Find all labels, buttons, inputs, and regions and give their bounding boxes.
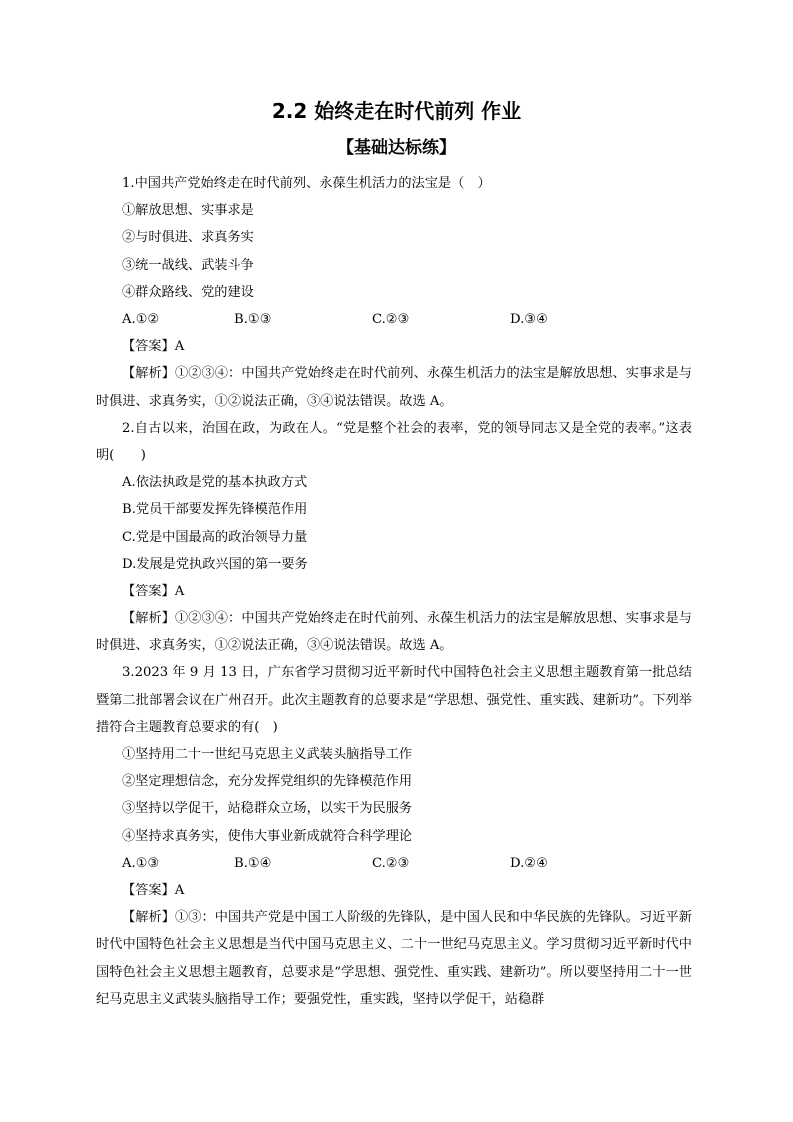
document-body (96, 170, 692, 1013)
question-3-item-4: ④坚持求真务实，使伟大事业新成就符合科学理论 (122, 828, 413, 844)
question-3-option-a: A.①③ (122, 855, 160, 871)
question-3-options (96, 850, 692, 877)
question-1-option-d: D.③④ (510, 311, 548, 327)
question-1-item-4: ④群众路线、党的建设 (122, 284, 254, 300)
document-title: 2.2 始终走在时代前列 作业 (271, 99, 522, 123)
question-2-option-b: B.党员干部要发挥先锋模范作用 (122, 502, 308, 518)
question-1-options (96, 306, 692, 333)
question-1-option-c: C.②③ (372, 311, 410, 327)
question-3-option-b: B.①④ (234, 855, 272, 871)
question-3-item-1: ①坚持用二十一世纪马克思主义武装头脑指导工作 (122, 747, 413, 763)
question-1-item-2: ②与时俱进、求真务实 (122, 230, 254, 246)
question-1-analysis: 【解析】①②③④：中国共产党始终走在时代前列、永葆生机活力的法宝是解放思想、实事求是与时俱进、求真务实，①②说法正确，③④说法错误。故选 A。 (96, 366, 692, 409)
question-1-option-b: B.①③ (234, 311, 272, 327)
question-1-item-3: ③统一战线、武装斗争 (122, 257, 254, 273)
question-1-stem: 1.中国共产党始终走在时代前列、永葆生机活力的法宝是（ ） (122, 176, 491, 191)
question-3-option-d: D.②④ (510, 855, 548, 871)
question-2-option-c: C.党是中国最高的政治领导力量 (122, 529, 308, 545)
question-3-item-2: ②坚定理想信念，充分发挥党组织的先锋模范作用 (122, 774, 413, 790)
question-2-analysis: 【解析】①②③④：中国共产党始终走在时代前列、永葆生机活力的法宝是解放思想、实事求是与时俱进、求真务实，①②说法正确，③④说法错误。故选 A。 (96, 611, 692, 654)
question-2-answer: 【答案】A (122, 583, 185, 599)
section-heading: 【基础达标练】 (337, 138, 456, 158)
question-2-option-d: D.发展是党执政兴国的第一要务 (122, 556, 308, 572)
question-3-answer: 【答案】A (122, 883, 185, 899)
question-2-stem: 2.自古以来，治国在政，为政在人。“党是整个社会的表率，党的领导同志又是全党的表率。”这表明( ) (96, 420, 692, 463)
question-2-option-a: A.依法执政是党的基本执政方式 (122, 475, 308, 491)
question-1-option-a: A.①② (122, 311, 160, 327)
question-3-analysis: 【解析】①③：中国共产党是中国工人阶级的先锋队，是中国人民和中华民族的先锋队。习近平新时代中国特色社会主义思想是当代中国马克思主义、二十一世纪马克思主义。学习贯彻习近平新时代中国特色社会主义思想主题教育，总要求是“学思想、强党性、重实践、建新功”。所以要坚持用二十一世纪马克思主义武装头脑指导工作；要强党性，重实践，坚持以学促干，站稳群 (96, 910, 692, 1007)
question-3-item-3: ③坚持以学促干，站稳群众立场，以实干为民服务 (122, 801, 413, 817)
question-3-option-c: C.②③ (372, 855, 410, 871)
question-3-stem: 3.2023 年 9 月 13 日，广东省学习贯彻习近平新时代中国特色社会主义思想主题教育第一批总结暨第二批部署会议在广州召开。此次主题教育的总要求是“学思想、强党性、重实践、建新功”。下列举措符合主题教育总要求的有( ) (96, 665, 692, 735)
question-1-answer: 【答案】A (122, 339, 185, 355)
question-1-item-1: ①解放思想、实事求是 (122, 203, 254, 219)
